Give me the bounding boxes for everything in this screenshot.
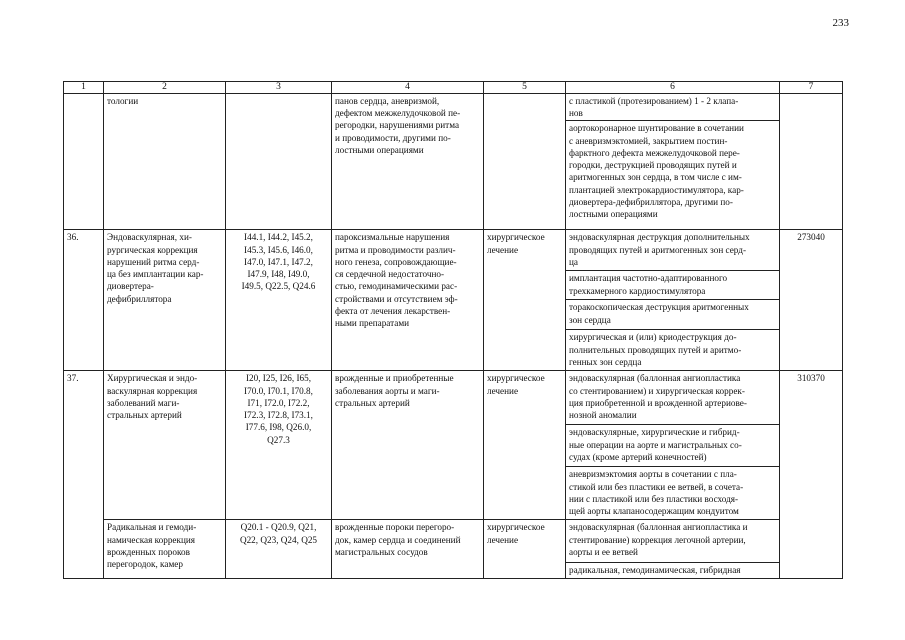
header-row [64, 82, 843, 94]
cell-name [104, 371, 226, 520]
cell-method [566, 300, 780, 330]
cell-text: торакоскопическая деструкция аритмогенных зон сердца [569, 302, 749, 325]
row-number: 37. [64, 371, 104, 578]
cell-codes [226, 230, 332, 371]
cell-method [566, 271, 780, 300]
cell-codes [226, 371, 332, 520]
cell-text: хирургическое лечение [487, 373, 545, 396]
cell-text: врожденные пороки перегоро- док, камер сердца и соединений магистральных сосудов [335, 522, 461, 557]
cell-text: радикальная, гемодинамическая, гибридная [569, 565, 741, 576]
cell-text: I20, I25, I26, I65, I70.0, I70.1, I70.8, I71, I72.0, I72.2, I72.3, I72.8, I73.1, I77.6, I98, Q26.0, Q27.3 [244, 373, 313, 445]
cell-method [566, 467, 780, 520]
cell-treatment [484, 520, 566, 578]
cell-cost: 273040 [780, 230, 843, 371]
cell-text: хирургическое лечение [487, 232, 545, 255]
cell-method [566, 520, 780, 563]
cell-method [566, 425, 780, 467]
cell-text: Радикальная и гемоди- намическая коррекция врожденных пороков перегородок, камер [107, 522, 197, 570]
cell-method [566, 330, 780, 371]
cell-model [332, 94, 484, 230]
cell-text: хирургическое лечение [487, 522, 545, 545]
header-col-5: 5 [484, 82, 566, 94]
cell-text: аортокоронарное шунтирование в сочетании с аневризмэктомией, закрытием постин- фарктного дефекта межжелудочковой пере- городки, деструкцией проводящих путей и аритмогенных зон сердца, в том числе с им- плантацией электрокардиостимулятора, кар- диовертера-дефибриллятора, другими по- лостными операциями [569, 123, 744, 220]
header-col-3: 3 [226, 82, 332, 94]
cell-model [332, 520, 484, 578]
cell-text: хирургическая и (или) криодеструкция до- полнительных проводящих путей и аритмо- генных зон сердца [569, 332, 742, 367]
cell-text: I44.1, I44.2, I45.2, I45.3, I45.6, I46.0, I47.0, I47.1, I47.2, I47.9, I48, I49.0, I49.5, Q22.5, Q24.6 [241, 232, 316, 292]
cell-text: Хирургическая и эндо- васкулярная коррекция заболеваний маги- стральных артерий [107, 373, 198, 421]
medical-care-table [63, 81, 843, 579]
cell-name [104, 94, 226, 230]
cell-text: пароксизмальные нарушения ритма и проводимости различ- ного генеза, сопровождающие- ся сердечной недостаточно- стью, гемодинамическими рас- стройствами и отсутствием эф- фекта от лечения лекарствен- ными препаратами [335, 232, 458, 329]
cell-text: Q20.1 - Q20.9, Q21, Q22, Q23, Q24, Q25 [239, 522, 318, 545]
header-col-1: 1 [64, 82, 104, 94]
cell-text: с пластикой (протезированием) 1 - 2 клапа- нов [569, 96, 739, 119]
cell-text: имплантация частотно-адаптированного трехкамерного кардиостимулятора [569, 273, 728, 296]
cell-cost [780, 94, 843, 230]
table-row [64, 520, 843, 563]
header-col-4: 4 [332, 82, 484, 94]
table-row [64, 230, 843, 271]
header-col-7: 7 [780, 82, 843, 94]
cell-method [566, 230, 780, 271]
cell-text: аневризмэктомия аорты в сочетании с пла- стикой или без пластики ее ветвей, в сочета- нии с пластикой или без пластики восходя- щей аорты клапаносодержащим кондуитом [569, 469, 744, 517]
cell-text: Эндоваскулярная, хи- рургическая коррекция нарушений ритма серд- ца без имплантации кар- диовертера- дефибриллятора [107, 232, 204, 304]
table-row [64, 371, 843, 425]
cell-text: эндоваскулярная деструкция дополнительных проводящих путей и аритмогенных зон серд- ца [569, 232, 750, 267]
cell-model [332, 230, 484, 371]
page-number: 233 [832, 17, 849, 29]
header-col-2: 2 [104, 82, 226, 94]
cell-method [566, 563, 780, 578]
cell-text: панов сердца, аневризмой, дефектом межжелудочковой пе- регородки, нарушениями ритма и проводимости, другими по- лостными операциями [335, 96, 461, 155]
cell-text: тологии [107, 96, 139, 106]
cell-treatment [484, 230, 566, 371]
cell-model [332, 371, 484, 520]
cell-method [566, 371, 780, 425]
cell-text: эндоваскулярные, хирургические и гибрид- ные операции на аорте и магистральных со- судах (кроме артерий конечностей) [569, 427, 742, 462]
cell-text: эндоваскулярная (баллонная ангиопластика и стентирование) коррекция легочной артерии, аорты и ее ветвей [569, 522, 748, 557]
table-row [64, 94, 843, 121]
cell-treatment [484, 94, 566, 230]
header-col-6: 6 [566, 82, 780, 94]
cell-treatment [484, 371, 566, 520]
cell-text: врожденные и приобретенные заболевания аорты и маги- стральных артерий [335, 373, 454, 408]
cell-name [104, 520, 226, 578]
cell-method [566, 94, 780, 121]
cell-method [566, 121, 780, 230]
cell-name [104, 230, 226, 371]
cell-cost: 310370 [780, 371, 843, 578]
cell-codes [226, 520, 332, 578]
cell-num [64, 94, 104, 230]
cell-text: эндоваскулярная (баллонная ангиопластика со стентированием) и хирургическая коррек- ция приобретенной и врожденной артериове- нозной аномалии [569, 373, 747, 421]
row-number: 36. [64, 230, 104, 371]
cell-codes [226, 94, 332, 230]
